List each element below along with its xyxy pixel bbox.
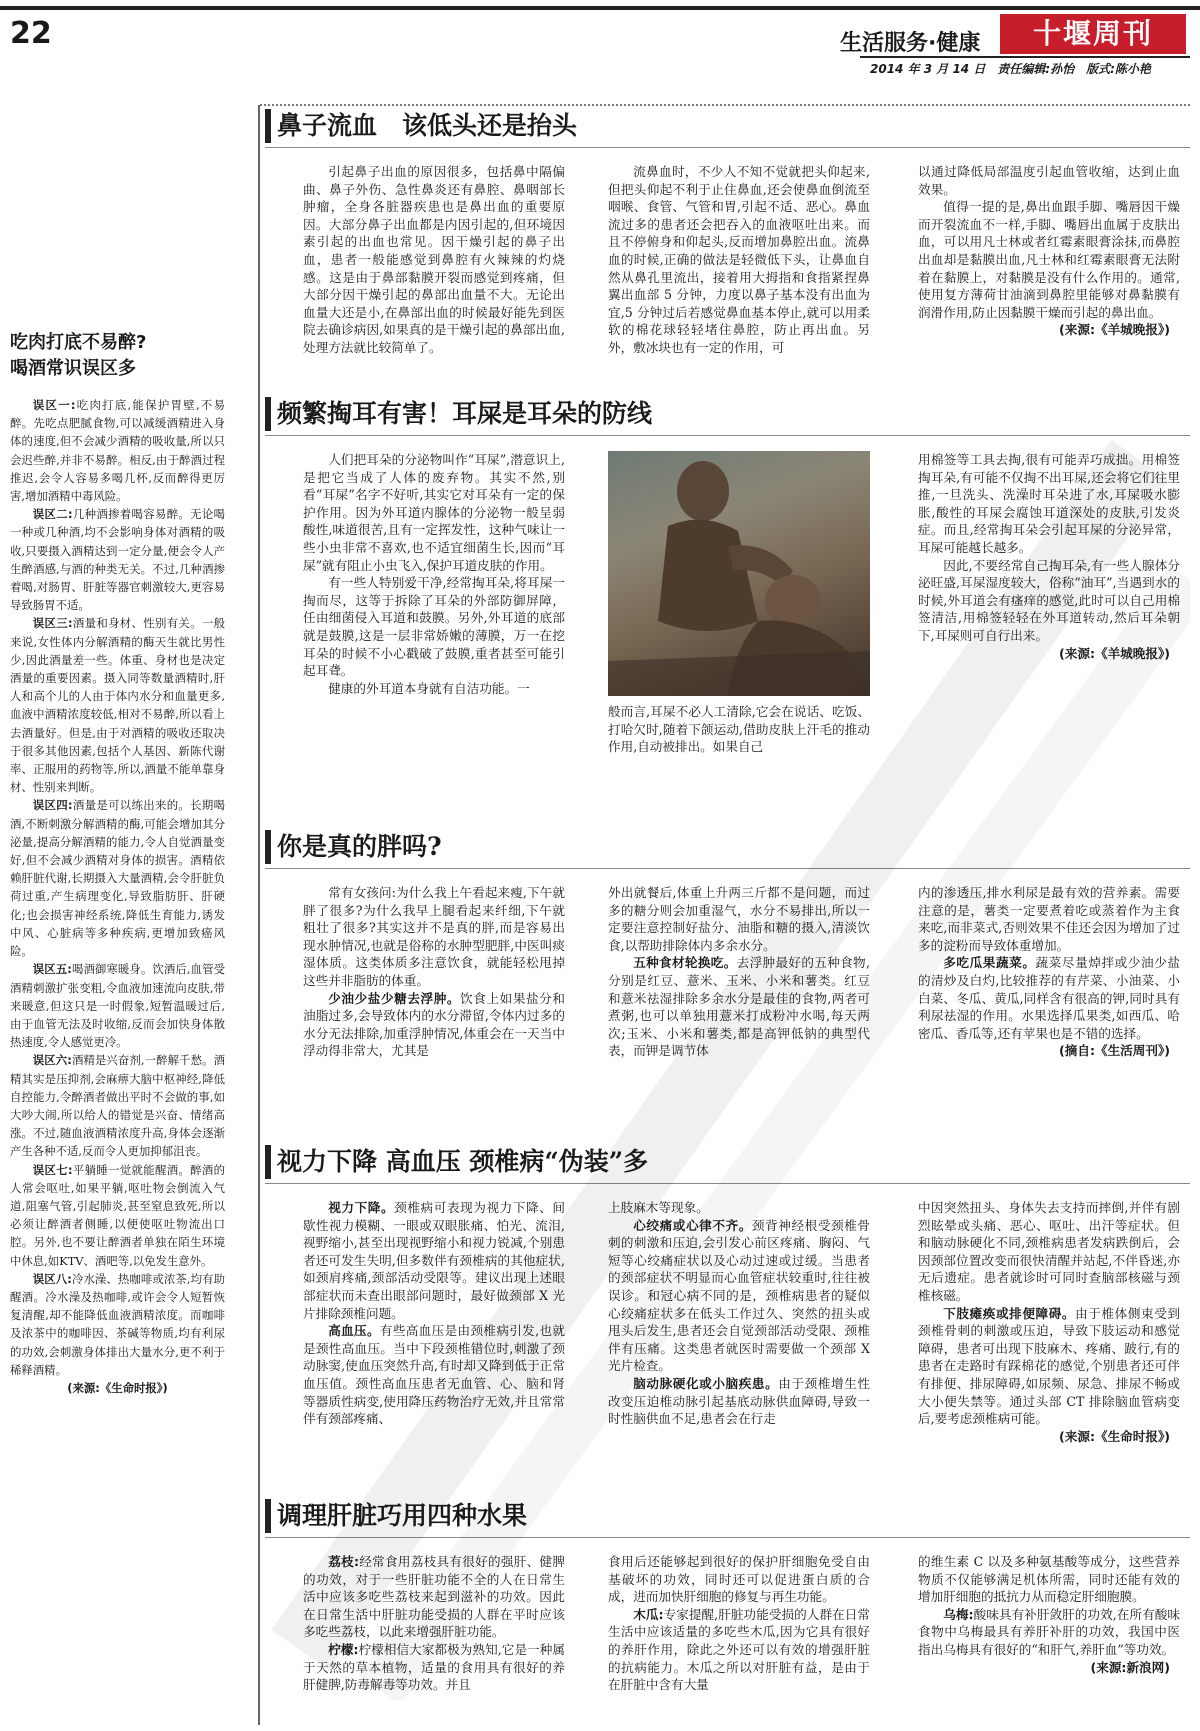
page-number: 22 — [10, 16, 52, 51]
brand-logo: 十堰周刊 — [1000, 14, 1186, 54]
column-3 — [918, 163, 1180, 339]
paragraph: 用棉签等工具去掏,很有可能弄巧成拙。用棉签掏耳朵,有可能不仅掏不出耳屎,还会将它们往里推,一旦洗头、洗澡时耳朵进了水,耳屎吸水膨胀,酸性的耳屎会腐蚀耳道深处的皮肤,引发炎症。而且,经常掏耳朵会引起耳屎的分泌异常，耳屎可能越长越多。 — [918, 452, 1180, 555]
title-rule — [265, 1537, 1190, 1538]
paragraph: 脑动脉硬化或小脑疾患。由于颈椎增生性改变压迫椎动脉引起基底动脉供血障碍,导致一时性脑供血不足,患者会在行走 — [608, 1375, 871, 1427]
statue-illustration — [608, 451, 870, 696]
paragraph: 常有女孩问:为什么我上午看起来瘦,下午就胖了很多?为什么我早上腿看起来纤细,下午就粗壮了很多?其实这并不是真的胖,而是容易出现水肿情况,也就是俗称的水肿型肥胖,中医叫痰湿体质。这类体质多注意饮食，就能轻松甩掉这些并非脂肪的体重。 — [303, 885, 565, 988]
paragraph: 健康的外耳道本身就有自洁功能。一 — [328, 680, 530, 696]
article-nosebleed — [265, 105, 1190, 355]
article-cervical — [265, 1141, 1190, 1444]
column-3 — [918, 451, 1180, 662]
paragraph: 木瓜:专家提醒,肝脏功能受损的人群在日常生活中应该适量的多吃些木瓜,因为它具有很好的养肝作用，除此之外还可以有效的增强肝脏的抗病能力。木瓜之所以对肝脏有益，是由于在肝脏中含有大量 — [608, 1606, 870, 1693]
sidebar-paragraph: 误区八:冷水澡、热咖啡或浓茶,均有助醒酒。冷水澡及热咖啡,或许会令人短暂恢复清醒,却不能降低血液酒精浓度。而咖啡及浓茶中的咖啡因、茶碱等物质,均有利尿的功效,会刺激身体排出大量水分,更不利于稀释酒精。 — [10, 1271, 225, 1377]
column-1 — [303, 1199, 565, 1428]
column-1 — [303, 884, 565, 1060]
header-rule — [860, 56, 1190, 58]
top-rule — [0, 6, 1200, 10]
paragraph: 上肢麻木等现象。 — [608, 1200, 709, 1215]
paragraph: 多吃瓜果蔬菜。蔬菜尽量焯拌或少油少盐的清炒及白灼,比较推荐的有芹菜、小油菜、小白菜、冬瓜、黄瓜,同样含有很高的钾,同时具有利尿祛湿的作用。水果选择瓜果类,如西瓜、哈密瓜、香瓜等,还有苹果也是不错的选择。 — [918, 955, 1181, 1041]
column-divider — [258, 105, 260, 1725]
article-earwax — [265, 393, 1190, 755]
article-source: (来源:《羊城晚报》) — [1059, 322, 1170, 338]
paragraph: 中因突然扭头、身体失去支持而摔倒,并伴有剧烈眩晕或头痛、恶心、呕吐、出汗等症状。但和脑动脉硬化不同,颈椎病患者发病跌倒后，会因颈部位置改变而很快清醒并站起,不伴昏迷,亦无后遗症。患者就诊时可同时查脑部核磁与颈椎核磁。 — [918, 1200, 1180, 1303]
sidebar-paragraph: 误区二:几种酒掺着喝容易醉。无论喝一种或几种酒,均不会影响身体对酒精的吸收,只要摄入酒精达到一定分量,便会令人产生醉酒感,与酒的种类无关。不过,几种酒掺着喝,对肠胃、肝脏等器官刺激较大,更容易导致肠胃不适。 — [10, 507, 225, 613]
column-1 — [303, 451, 565, 697]
article-title-block — [265, 105, 1190, 147]
article-source: (来源:新浪网) — [1090, 1659, 1170, 1675]
sidebar-title-line1: 吃肉打底不易醉? — [10, 332, 147, 353]
sidebar-title — [10, 330, 225, 382]
column-2 — [608, 1553, 870, 1694]
article-title: 视力下降 高血压 颈椎病“伪装”多 — [277, 1147, 649, 1176]
title-bar — [265, 397, 271, 431]
title-bar — [265, 1145, 271, 1179]
sidebar-title-line2: 喝酒常识误区多 — [10, 358, 136, 379]
paragraph: 有一些人特别爱干净,经常掏耳朵,将耳屎一掏而尽，这等于拆除了耳朵的外部防御屏障，任由细菌侵入耳道和鼓膜。另外,外耳道的底部就是鼓膜,这是一层非常娇嫩的薄膜，万一在挖耳朵的时候不小心戳破了鼓膜,重者甚至可能引起耳聋。 — [303, 575, 565, 679]
paragraph: 般而言,耳屎不必人工清除,它会在说话、吃饭、打哈欠时,随着下颌运动,借助皮肤上汗毛的推动作用,自动被排出。如果自己 — [608, 704, 870, 755]
paragraph: 下肢瘫痪或排便障碍。由于椎体侧束受到颈椎骨刺的刺激或压迫，导致下肢运动和感觉障碍，患者可出现下肢麻木、疼痛、跛行,有的患者在走路时有踩棉花的感觉,个别患者还可伴有排便、排尿障碍,如尿频、尿急、排尿不畅或大小便失禁等。通过头部 CT 排除脑血管病变后,要考虑颈椎病可能。 — [918, 1305, 1181, 1427]
title-bar — [265, 109, 271, 143]
title-rule — [265, 1183, 1190, 1184]
sidebar-paragraph: 误区七:平躺睡一觉就能醒酒。醉酒的人常会呕吐,如果平躺,呕吐物会倒流入气道,阻塞气管,引起肺炎,甚至窒息致死,所以必须让醉酒者侧睡,以便使呕吐物流出口腔。另外,也不要让醉酒者单独在陌生环境中休息,如KTV、酒吧等,以免发生意外。 — [10, 1162, 225, 1268]
sidebar-paragraph: 误区六:酒精是兴奋剂,一醉解千愁。酒精其实是压抑剂,会麻痹大脑中枢神经,降低自控能力,令醉酒者做出平时不会做的事,如大吵大闹,所以给人的错觉是兴奋、情绪高涨。不过,随血液酒精浓度升高,身体会逐渐产生各种不适,反而令人更加抑郁沮丧。 — [10, 1053, 225, 1159]
column-1 — [303, 163, 565, 357]
column-2 — [608, 884, 870, 1060]
article-title: 调理肝脏巧用四种水果 — [277, 1501, 528, 1530]
article-source: (来源:《生命时报》) — [1059, 1428, 1170, 1444]
sidebar-article — [10, 330, 225, 1397]
paragraph: 食用后还能够起到很好的保护肝细胞免受自由基破坏的功效，同时还可以促进蛋白质的合成，进而加快肝细胞的修复与再生功能。 — [608, 1554, 870, 1605]
title-rule — [265, 868, 1190, 869]
paragraph: 乌梅:酸味具有补肝敛肝的功效,在所有酸味食物中乌梅最具有养肝补肝的功效，我国中医指出乌梅具有很好的“和肝气,养肝血”等功效。 — [918, 1606, 1180, 1657]
paragraph: 心绞痛或心律不齐。颈背神经根受颈椎骨刺的刺激和压迫,会引发心前区疼痛、胸闷、气短等心绞痛症状以及心动过速或过缓。当患者的颈部症状不明显而心血管症状较重时,往往被误诊。和冠心病不同的是，颈椎病患者的疑似心绞痛症状多在低头工作过久、突然的扭头或甩头后发生,患者还会自觉颈部活动受限、颈椎伴有压痛。这类患者就医时需要做一个颈部 X 光片检查。 — [608, 1217, 871, 1374]
title-rule — [265, 435, 1190, 436]
title-bar — [265, 830, 271, 864]
column-2 — [608, 703, 870, 756]
paragraph: 因此,不要经常自己掏耳朵,有一些人腺体分泌旺盛,耳屎湿度较大，俗称“油耳”,当遇到水的时候,外耳道会有瘙痒的感觉,此时可以自己用棉签清洁,用棉签轻轻在外耳道转动,然后耳朵朝下,耳屎则可自行出来。 — [918, 557, 1180, 643]
article-title-block — [265, 1495, 1190, 1537]
article-title-block — [265, 393, 1190, 435]
title-bar — [265, 1499, 271, 1533]
paragraph: 少油少盐少糖去浮肿。饮食上如果盐分和油脂过多,会导致体内的水分滞留,令体内过多的水分无法排除,加重浮肿情况,体重会在一天当中浮动得非常大，尤其是 — [303, 990, 566, 1059]
edition-line: 2014 年 3 月 14 日 责任编辑:孙怡 版式:陈小艳 — [870, 62, 1151, 76]
paragraph: 内的渗透压,排水利尿是最有效的营养素。需要注意的是，薯类一定要煮着吃或蒸着作为主食来吃,而非菜式,否则效果不佳还会因为增加了过多的淀粉而导致体重增加。 — [918, 885, 1180, 953]
article-source: (摘自:《生活周刊》) — [1059, 1043, 1170, 1059]
column-3 — [918, 1199, 1180, 1445]
sidebar-paragraph: 误区四:酒量是可以练出来的。长期喝酒,不断刺激分解酒精的酶,可能会增加其分泌量,提高分解酒精的能力,令人自觉酒量变好,但不会减少酒精对身体的损害。酒精依赖肝脏代谢,长期摄入大量酒精,会令肝脏负荷过重,产生病理变化,导致脂肪肝、肝硬化;也会损害神经系统,降低生育能力,诱发中风、心脏病等多种疾病,更增加致癌风险。 — [10, 798, 225, 959]
column-3 — [918, 1553, 1180, 1676]
column-2 — [608, 1199, 870, 1428]
sidebar-paragraph: 误区一:吃肉打底,能保护胃壁,不易醉。先吃点肥腻食物,可以减缓酒精进入身体的速度,但不会减少酒精的吸收量,所以只会迟些醉,并非不易醉。相反,由于醉酒过程推迟,会令人容易多喝几杯,反而醉得更厉害,增加酒精中毒风险。 — [10, 398, 225, 504]
sidebar-paragraph: 误区五:喝酒御寒暖身。饮酒后,血管受酒精刺激扩张变粗,令血液加速流向皮肤,带来暖意,但这只是一时假象,短暂温暖过后,由于血管无法及时收缩,反而会加快身体散热速度,令人感觉更冷。 — [10, 962, 225, 1050]
article-title: 频繁掏耳有害！耳屎是耳朵的防线 — [277, 399, 653, 428]
sidebar-body — [10, 396, 225, 1397]
paragraph: 以通过降低局部温度引起血管收缩，达到止血效果。 — [918, 164, 1180, 197]
statue-photo — [608, 451, 870, 696]
article-title-block — [265, 826, 1190, 868]
page-header — [0, 0, 1200, 90]
article-source: (来源:《羊城晚报》) — [1059, 645, 1170, 661]
column-2 — [608, 163, 870, 357]
column-1 — [303, 1553, 565, 1694]
column-3 — [918, 884, 1180, 1060]
paragraph: 五种食材轮换吃。去浮肿最好的五种食物,分别是红豆、薏米、玉米、小米和薯类。红豆和薏米祛湿排除多余水分是最佳的食物,两者可煮粥,也可以单独用薏米打成粉冲水喝,每天两次;玉米、小米和薯类,都是高钾低钠的典型代表，而钾是调节体 — [608, 955, 870, 1059]
paragraph: 引起鼻子出血的原因很多，包括鼻中隔偏曲、鼻子外伤、急性鼻炎还有鼻腔、鼻咽部长肿瘤，全身各脏器疾患也是鼻出血的重要原因。大部分鼻子出血都是内因引起的,但环境因素引起的出血也常见。因干燥引起的鼻子出血，患者一般能感觉到鼻腔有火辣辣的灼烧感。这是由于鼻部黏膜开裂而感觉到疼痛，但大部分因干燥引起的鼻部出血量不大。无论出血量大还是小,在鼻部出血的时候最好能先到医院去确诊病因,如果真的是干燥引起的鼻部出血,处理方法就比较简单了。 — [303, 164, 565, 355]
article-title-block — [265, 1141, 1190, 1183]
section-label: 生活服务·健康 — [840, 31, 981, 56]
article-liver-fruits — [265, 1495, 1190, 1693]
title-rule — [265, 147, 1190, 148]
article-title: 你是真的胖吗? — [277, 832, 442, 861]
paragraph: 视力下降。颈椎病可表现为视力下降、间歇性视力模糊、一眼或双眼胀痛、怕光、流泪,视野缩小,甚至出现视野缩小和视力锐减,个别患者还可发生失明,但多数伴有颈椎病的其他症状,如颈肩疼痛,颈部活动受限等。建议出现上述眼部症状而未查出眼部问题时，最好做颈部 X 光片排除颈椎问题。 — [303, 1200, 566, 1321]
paragraph: 的维生素 C 以及多种氨基酸等成分，这些营养物质不仅能够满足机体所需，同时还能有效的增加肝细胞的抵抗力从而稳定肝细胞膜。 — [918, 1554, 1180, 1605]
paragraph: 柠檬:柠檬相信大家都极为熟知,它是一种属于天然的草本植物，适量的食用具有很好的养肝健脾,防毒解毒等功效。并且 — [303, 1641, 565, 1693]
paragraph: 流鼻血时，不少人不知不觉就把头仰起来,但把头仰起不利于止住鼻血,还会使鼻血倒流至咽喉、食管、气管和胃,引起不适、恶心。鼻血流过多的患者还会把吞入的血液呕吐出来。而且不停俯身和仰起头,反而增加鼻腔出血。流鼻血的时候,正确的做法是轻微低下头，让鼻血自然从鼻孔里流出，接着用大拇指和食指紧捏鼻翼出血部 5 分钟，力度以鼻子基本没有出血为宜,5 分钟过后若感觉鼻血基本停止,就可以用柔软的棉花球轻轻堵住鼻腔，防止再出血。另外，敷冰块也有一定的作用，可 — [608, 164, 870, 355]
sidebar-paragraph: 误区三:酒量和身材、性别有关。一般来说,女性体内分解酒精的酶天生就比男性少,因此酒量差一些。体重、身材也是决定酒量的重要因素。摄入同等数量酒精时,肝人和高个儿的人由于体内水分和血量更多,血液中酒精浓度较低,相对不易醉,所以看上去酒量好。但是,由于对酒精的吸收还取决于很多其他因素,包括个人基因、新陈代谢率、正服用的药物等,所以,酒量不能单靠身材、性别来判断。 — [10, 616, 225, 795]
paragraph: 外出就餐后,体重上升两三斤都不是问题，而过多的糖分则会加重湿气，水分不易排出,所以一定要注意控制好盐分、油脂和糖的摄入,清淡饮食,以帮助排除体内多余水分。 — [608, 885, 870, 953]
paragraph: 荔枝:经常食用荔枝具有很好的强肝、健脾的功效，对于一些肝脏功能不全的人在日常生活中应该多吃些荔枝来起到滋补的功效。因此在日常生活中肝脏功能受损的人群在平时应该多吃些荔枝，以此来增强肝脏功能。 — [303, 1554, 565, 1640]
sidebar-source: (来源:《生命时报》) — [67, 1380, 168, 1395]
article-edema — [265, 826, 1190, 1059]
paragraph: 值得一提的是,鼻出血跟手脚、嘴唇因干燥而开裂流血不一样,手脚、嘴唇出血属于皮肤出血，可以用凡士林或者红霉素眼膏涂抹,而鼻腔出血却是黏膜出血,凡士林和红霉素眼膏无法附着在黏膜上，对黏膜是没有什么作用的。通常,使用复方薄荷甘油滴到鼻腔里能够对鼻黏膜有润滑作用,防止因黏膜干燥而引起的鼻出血。 — [918, 199, 1180, 320]
article-title: 鼻子流血 该低头还是抬头 — [277, 111, 578, 140]
paragraph: 人们把耳朵的分泌物叫作“耳屎”,潜意识上,是把它当成了人体的废弃物。其实不然,别看“耳屎”名字不好听,其实它对耳朵有一定的保护作用。因为外耳道内腺体的分泌物一般呈弱酸性,味道很苦,且有一定挥发性，这种气味让一些小虫非常不喜欢,也不适宜细菌生长,因而“耳屎”就有阻止小虫飞入,保护耳道皮肤的作用。 — [303, 452, 565, 573]
paragraph: 高血压。有些高血压是由颈椎病引发,也就是颈性高血压。当中下段颈椎错位时,刺激了颈动脉窦,使血压突然升高,有时却又降到低于正常血压值。颈性高血压患者无血管、心、脑和肾等器质性病变,使用降压药物治疗无效,并且常常伴有颈部疼痛、 — [303, 1323, 565, 1427]
